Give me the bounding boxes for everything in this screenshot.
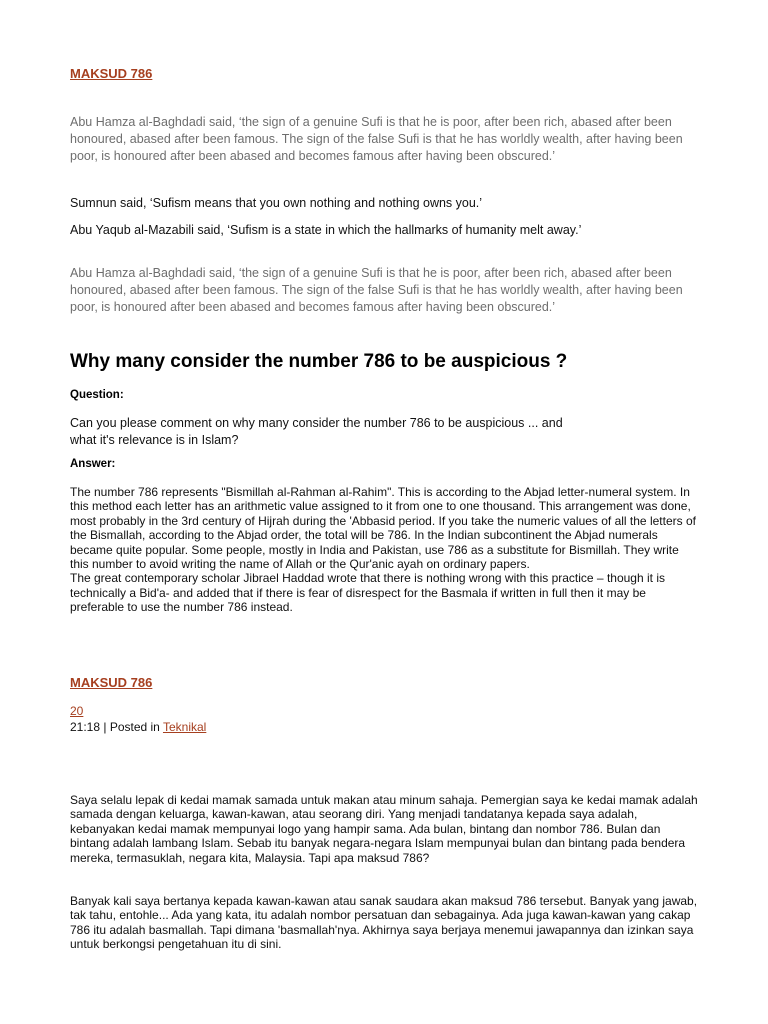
section-title-link-2[interactable]: MAKSUD 786 bbox=[70, 675, 153, 690]
quote-paragraph-repeat: Abu Hamza al-Baghdadi said, ‘the sign of a genuine Sufi is that he is poor, after been rich, abased after been honoured, abased after been famous. The sign of the false Sufi is that he has worldly wealth, after having been poor, is honoured after been abased and becomes famous after having been obscured.’ bbox=[70, 266, 683, 314]
answer-label: Answer: bbox=[70, 458, 116, 470]
posted-in-label: | Posted in bbox=[100, 720, 163, 734]
quote-paragraph: Abu Hamza al-Baghdadi said, ‘the sign of a genuine Sufi is that he is poor, after been rich, abased after been honoured, abased after been famous. The sign of the false Sufi is that he has worldly wealth, after having been poor, is honoured after been abased and becomes famous after having been obscured.’ bbox=[70, 115, 683, 163]
date-link[interactable]: 20 bbox=[70, 704, 84, 718]
answer-paragraph: The great contemporary scholar Jibrael Haddad wrote that there is nothing wrong with this practice – though it is technically a Bid'a- and added that if there is fear of disrespect for the Basmala if written in full then it may be preferable to use the number 786 instead. bbox=[70, 571, 665, 615]
answer-paragraph: The number 786 represents "Bismillah al-Rahman al-Rahim". This is according to the Abjad letter-numeral system. In this method each letter has an arithmetic value assigned to it from one to one thousand. This arrangement was done, most probably in the 3rd century of Hijrah during the 'Abbasid period. If you take the numeric values of all the letters of the Bismallah, according to the Abjad order, the total will be 786. In the Indian subcontinent the Abjad numerals became quite popular. Some people, mostly in India and Pakistan, use 786 as a substitute for Bismillah. They write this number to avoid writing the name of Allah or the Qur'anic ayah on ordinary papers. bbox=[70, 485, 696, 572]
question-text bbox=[70, 415, 700, 449]
mazabili-quote: Abu Yaqub al-Mazabili said, ‘Sufism is a state in which the hallmarks of humanity melt away.’ bbox=[70, 223, 582, 237]
category-link[interactable]: Teknikal bbox=[162, 720, 207, 734]
article-heading: Why many consider the number 786 to be auspicious ? bbox=[70, 351, 568, 372]
post-meta bbox=[70, 720, 700, 734]
question-line: Can you please comment on why many consider the number 786 to be auspicious ... and bbox=[70, 416, 563, 430]
malay-paragraph-2: Banyak kali saya bertanya kepada kawan-kawan atau sanak saudara akan maksud 786 tersebut. Banyak yang jawab, tak tahu, entohle... Ada yang kata, itu adalah nombor persatuan dan sebagainya. Ada juga kawan-kawan yang cakap 786 itu adalah basmallah. Tapi dimana 'basmallah'nya. Akhirnya saya berjaya menemui jawapannya dan izinkan saya untuk berkongsi pengetahuan itu di sini. bbox=[70, 894, 698, 952]
sumnun-quote: Sumnun said, ‘Sufism means that you own nothing and nothing owns you.’ bbox=[70, 196, 483, 210]
malay-paragraph-1: Saya selalu lepak di kedai mamak samada untuk makan atau minum sahaja. Pemergian saya ke kedai mamak adalah samada dengan keluarga, kawan-kawan, atau seorang diri. Yang menjadi tandatanya kepada saya adalah, kebanyakan kedai mamak mempunyai logo yang hampir sama. Ada bulan, bintang dan nombor 786. Bulan dan bintang adalah lambang Islam. Sebab itu banyak negara-negara Islam mempunyai bulan dan bintang pada bendera mereka, termasuklah, negara kita, Malaysia. Tapi apa maksud 786? bbox=[70, 793, 698, 865]
question-label: Question: bbox=[70, 389, 124, 401]
answer-text bbox=[70, 485, 700, 615]
date-link-wrap bbox=[70, 704, 700, 718]
section-title-link[interactable]: MAKSUD 786 bbox=[70, 66, 153, 81]
question-line: what it's relevance is in Islam? bbox=[70, 433, 239, 447]
post-time: 21:18 bbox=[70, 720, 101, 734]
